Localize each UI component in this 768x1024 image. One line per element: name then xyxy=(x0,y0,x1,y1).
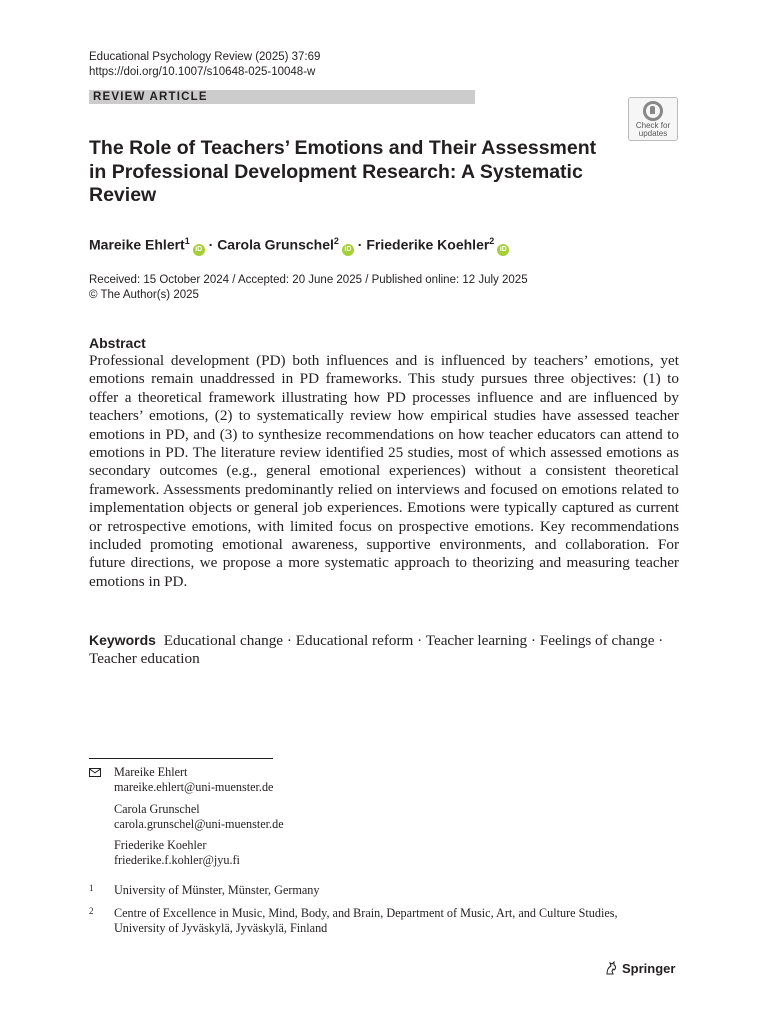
check-updates-line-2: updates xyxy=(638,129,668,138)
orcid-icon[interactable]: iD xyxy=(342,244,354,256)
contact-name: Friederike Koehler xyxy=(114,838,207,852)
publisher-name: Springer xyxy=(622,961,676,976)
contact-block xyxy=(114,802,284,832)
contact-email[interactable]: friederike.f.kohler@jyu.fi xyxy=(114,853,240,867)
affiliation-text: University of Münster, Münster, Germany xyxy=(114,883,320,897)
check-updates-icon xyxy=(643,101,663,121)
author-name: Friederike Koehler xyxy=(366,236,490,253)
footnote-divider xyxy=(89,758,273,759)
check-updates-line-1: Check for xyxy=(635,121,671,130)
orcid-icon[interactable]: iD xyxy=(497,244,509,256)
author-name: Mareike Ehlert xyxy=(89,236,185,253)
springer-horse-icon xyxy=(604,961,618,975)
author-name: Carola Grunschel xyxy=(217,236,334,253)
contact-block xyxy=(114,765,273,795)
author-separator: · xyxy=(208,236,214,253)
abstract-heading: Abstract xyxy=(89,335,146,351)
author-list xyxy=(89,231,509,256)
contact-email[interactable]: mareike.ehlert@uni-muenster.de xyxy=(114,780,274,794)
contact-name: Carola Grunschel xyxy=(114,802,200,816)
contact-name: Mareike Ehlert xyxy=(114,765,188,779)
affiliation-number: 1 xyxy=(89,883,94,893)
contact-email[interactable]: carola.grunschel@uni-muenster.de xyxy=(114,817,284,831)
affiliation-text: Centre of Excellence in Music, Mind, Body, and Brain, Department of Music, Art, and Culture Studies, University of Jyväskylä, Jyväskylä, Finland xyxy=(114,906,618,935)
doi-link[interactable]: https://doi.org/10.1007/s10648-025-10048-w xyxy=(89,66,316,78)
article-title: The Role of Teachers’ Emotions and Their Assessment in Professional Development Research: A Systematic Review xyxy=(89,137,597,206)
history-dates: Received: 15 October 2024 / Accepted: 20 June 2025 / Published online: 12 July 2025 xyxy=(89,274,528,286)
journal-citation: Educational Psychology Review (2025) 37:69 xyxy=(89,51,321,63)
copyright-notice: © The Author(s) 2025 xyxy=(89,289,199,301)
affiliation-number: 2 xyxy=(89,906,94,916)
keywords-label: Keywords xyxy=(89,632,156,648)
author-affiliation-number: 2 xyxy=(489,236,495,246)
check-for-updates-button[interactable] xyxy=(628,97,678,141)
article-type-bar xyxy=(89,90,475,104)
author-separator: · xyxy=(357,236,363,253)
publisher-logo xyxy=(604,960,675,978)
abstract-text: Professional development (PD) both influences and is influenced by teachers’ emotions, yet emotions remain unaddressed in PD frameworks. This study pursues three objectives: (1) to offer a theoretical framework illustrating how PD processes influence and are influenced by teachers’ emotions, (2) to systematically review how empirical studies have assessed teacher emotions in PD, and (3) to synthesize recommendations on how teacher educators can attend to emotions in PD. The literature review identified 25 studies, most of which assessed emotions as secondary outcomes (e.g., general emotional experiences) without a consistent theoretical framework. Assessments predominantly relied on interviews and focused on emotions related to implementation objects or general job experiences. Emotions were typically captured as current or retrospective emotions, with limited focus on prospective emotions. Key recommendations included promoting emotional awareness, supportive environments, and collaboration. For future directions, we propose a more systematic approach to theorizing and measuring teacher emotions in PD. xyxy=(89,352,679,590)
author-affiliation-number: 2 xyxy=(333,236,339,246)
keywords-section xyxy=(89,631,681,669)
keywords-text: Educational change · Educational reform · Teacher learning · Feelings of change · Teacher education xyxy=(89,632,664,668)
journal-header xyxy=(89,50,320,80)
article-type-label: REVIEW ARTICLE xyxy=(93,91,208,103)
envelope-icon xyxy=(89,768,101,777)
contact-block xyxy=(114,838,240,868)
author-affiliation-number: 1 xyxy=(184,236,190,246)
publication-dates xyxy=(89,273,528,303)
orcid-icon[interactable]: iD xyxy=(193,244,205,256)
